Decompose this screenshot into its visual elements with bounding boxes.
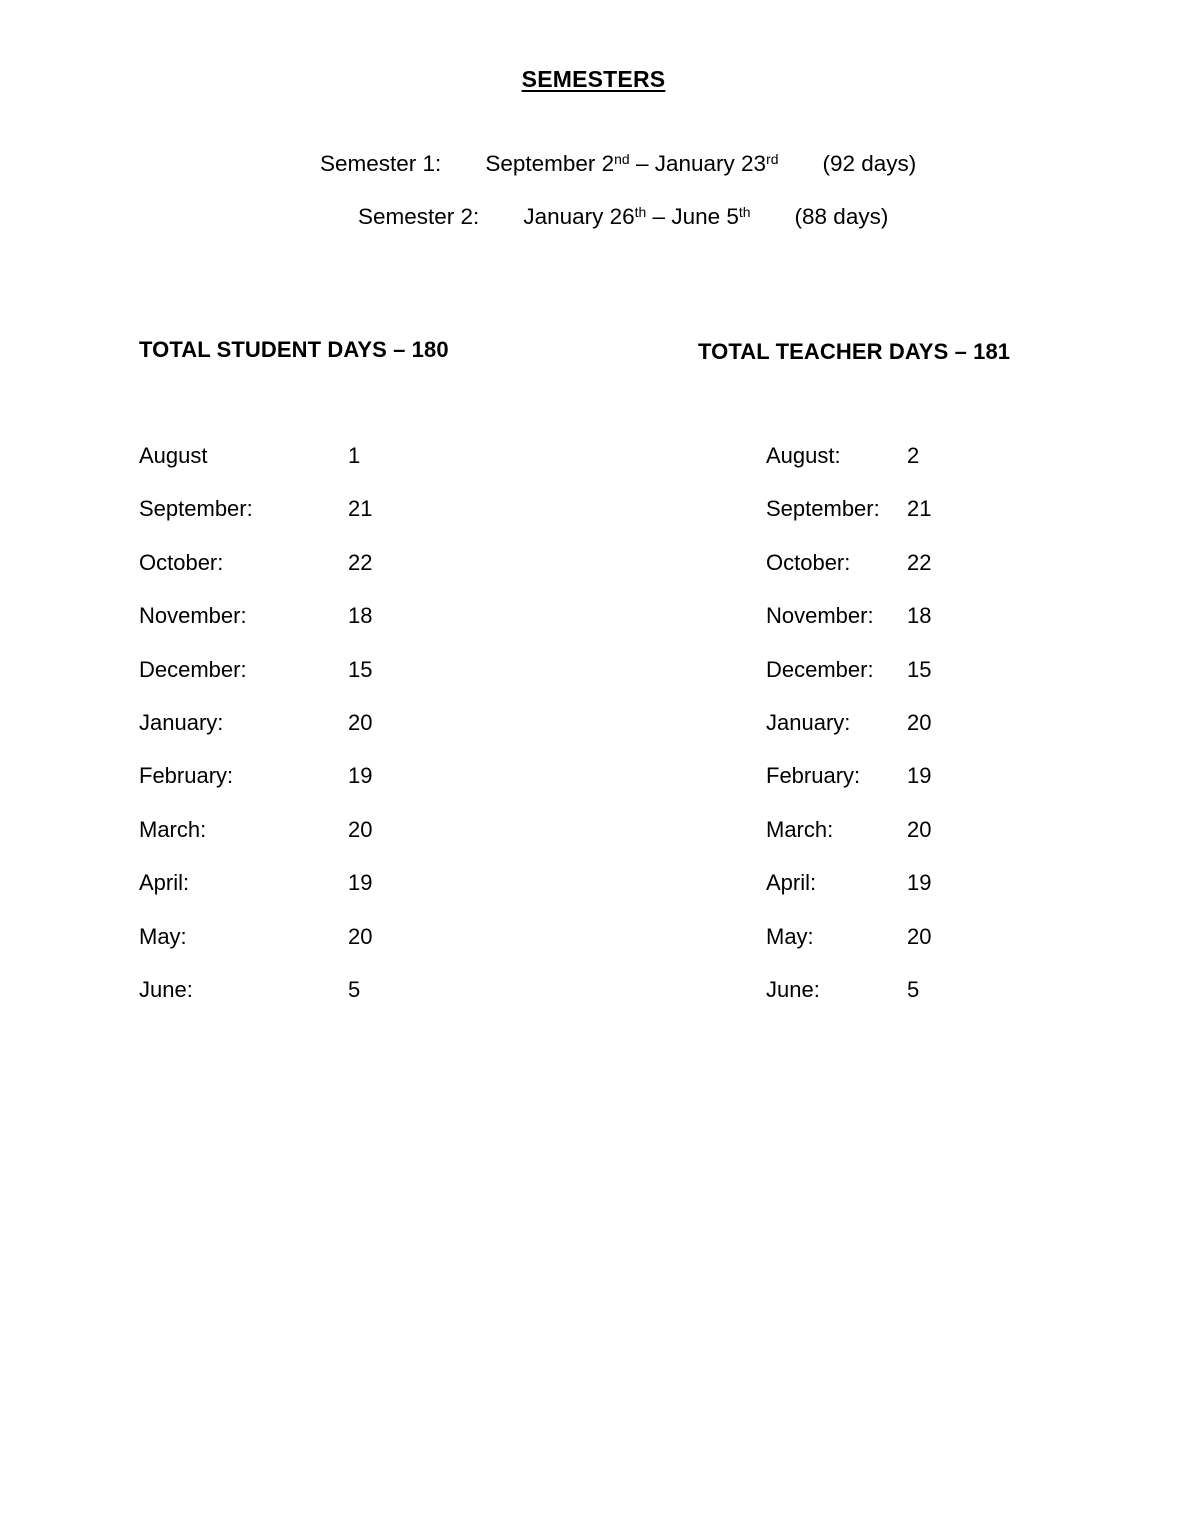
student-month-label: January: — [139, 709, 224, 735]
teacher-month-value: 18 — [907, 603, 932, 629]
table-row — [139, 657, 418, 710]
teacher-month-label: May: — [766, 923, 814, 949]
table-row — [766, 870, 977, 923]
teacher-month-label: March: — [766, 816, 834, 842]
table-row — [139, 710, 418, 763]
table-row — [766, 763, 977, 816]
table-row — [766, 924, 977, 977]
teacher-month-value: 22 — [907, 549, 932, 575]
student-month-label: October: — [139, 549, 224, 575]
semester-1-start-suffix: nd — [614, 150, 630, 167]
student-month-label: May: — [139, 923, 187, 949]
student-month-value: 21 — [348, 496, 373, 522]
student-month-value: 18 — [348, 603, 373, 629]
student-month-label: September: — [139, 496, 253, 522]
student-month-label: December: — [139, 656, 247, 682]
semester-1-label: Semester 1: — [320, 151, 442, 176]
teacher-month-value: 5 — [907, 976, 920, 1002]
table-row — [139, 550, 418, 603]
student-month-value: 19 — [348, 763, 373, 789]
semester-2-start-day: 26 — [609, 204, 635, 229]
table-row — [139, 977, 418, 1030]
teacher-month-value: 20 — [907, 923, 932, 949]
teacher-month-label: April: — [766, 870, 817, 896]
teacher-days-table — [766, 443, 977, 1030]
teacher-month-label: December: — [766, 656, 874, 682]
semester-2-days: (88 days) — [794, 204, 889, 229]
semester-1-end-month: January — [654, 151, 735, 176]
semester-1-end-suffix: rd — [766, 150, 779, 167]
semester-1-start-day: 2 — [601, 151, 615, 176]
teacher-month-value: 21 — [907, 496, 932, 522]
teacher-month-label: September: — [766, 496, 880, 522]
semester-2-dash: – — [652, 204, 666, 229]
semester-2-label: Semester 2: — [358, 204, 480, 229]
semester-1-days: (92 days) — [822, 151, 917, 176]
table-row — [766, 550, 977, 603]
student-month-value: 19 — [348, 870, 373, 896]
student-month-value: 1 — [348, 443, 361, 468]
student-month-value: 20 — [348, 816, 373, 842]
semester-1-end-day: 23 — [741, 151, 767, 176]
student-days-table — [139, 443, 418, 1030]
table-row — [139, 443, 418, 496]
teacher-month-label: February: — [766, 763, 861, 789]
student-month-label: February: — [139, 763, 234, 789]
teacher-days-header: TOTAL TEACHER DAYS – 181 — [698, 339, 1011, 364]
semester-1-dash: – — [635, 151, 649, 176]
semester-2-start-suffix: th — [634, 203, 647, 220]
teacher-days-table-body — [766, 443, 977, 1030]
student-month-value: 20 — [348, 923, 373, 949]
table-row — [139, 496, 418, 549]
student-month-label: November: — [139, 603, 247, 629]
student-month-label: June: — [139, 976, 193, 1002]
teacher-month-label: August: — [766, 443, 841, 468]
semester-1-line — [320, 151, 916, 177]
table-row — [139, 870, 418, 923]
page-title-text: SEMESTERS — [521, 66, 666, 92]
teacher-month-value: 20 — [907, 816, 932, 842]
student-month-value: 20 — [348, 709, 373, 735]
teacher-month-label: November: — [766, 603, 874, 629]
teacher-month-label: January: — [766, 709, 851, 735]
table-row — [766, 977, 977, 1030]
student-month-label: April: — [139, 870, 190, 896]
semester-2-line — [358, 204, 888, 230]
table-row — [766, 817, 977, 870]
table-row — [139, 924, 418, 977]
semester-2-end-day: 5 — [726, 204, 739, 229]
student-days-header: TOTAL STUDENT DAYS – 180 — [139, 337, 449, 362]
teacher-month-value: 19 — [907, 763, 932, 789]
semester-2-start-month: January — [523, 204, 604, 229]
table-row — [139, 763, 418, 816]
teacher-month-label: June: — [766, 976, 820, 1002]
student-days-table-body — [139, 443, 418, 1030]
table-row — [766, 443, 977, 496]
table-row — [766, 603, 977, 656]
teacher-month-label: October: — [766, 549, 851, 575]
table-row — [766, 657, 977, 710]
table-row — [766, 710, 977, 763]
semester-2-end-month: June — [671, 204, 721, 229]
student-month-value: 15 — [348, 656, 373, 682]
page-title — [0, 66, 1187, 93]
teacher-month-value: 19 — [907, 870, 932, 896]
teacher-month-value: 15 — [907, 656, 932, 682]
teacher-month-value: 20 — [907, 709, 932, 735]
table-row — [139, 817, 418, 870]
student-month-label: August — [139, 443, 208, 468]
student-month-value: 5 — [348, 976, 361, 1002]
semester-2-end-suffix: th — [738, 203, 751, 220]
student-month-value: 22 — [348, 549, 373, 575]
table-row — [139, 603, 418, 656]
semester-1-start-month: September — [485, 151, 596, 176]
table-row — [766, 496, 977, 549]
student-month-label: March: — [139, 816, 207, 842]
teacher-month-value: 2 — [907, 443, 920, 468]
